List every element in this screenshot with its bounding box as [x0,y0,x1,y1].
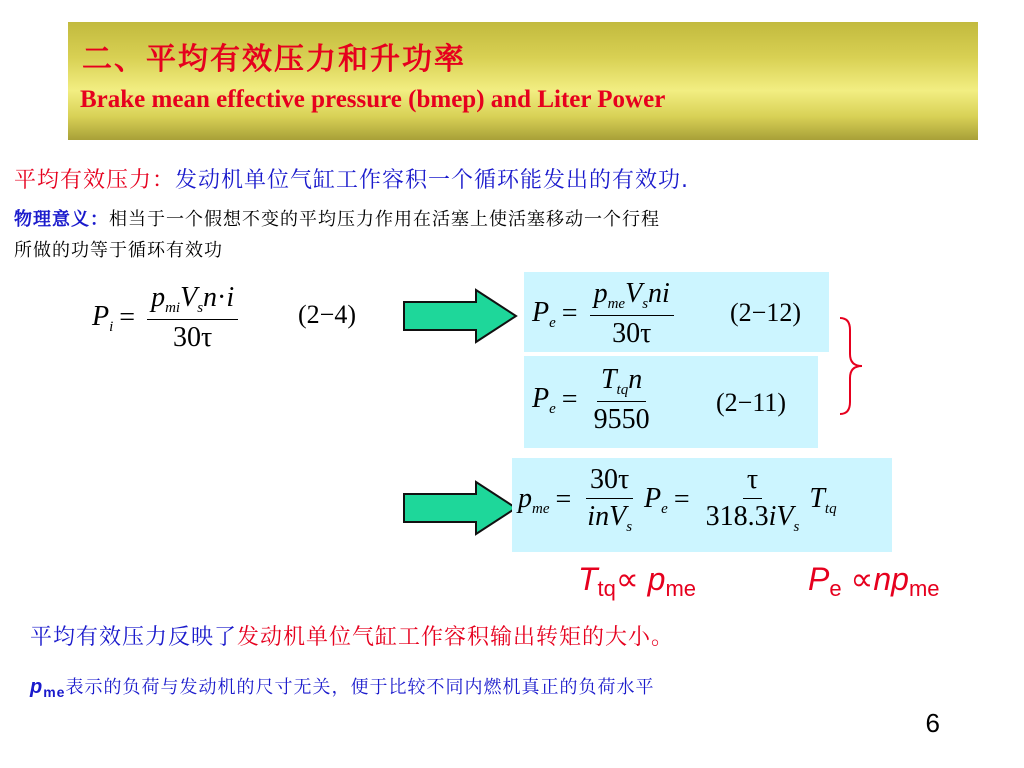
summary-line-1 [30,620,674,651]
right-brace-icon [836,316,866,416]
equation-number-2-4: (2−4) [298,300,356,329]
right-arrow-icon [402,288,520,344]
equation-box-pe-2-12 [524,272,829,352]
right-arrow-icon [402,480,520,536]
equation-number-2-12: (2−12) [730,298,801,327]
physical-meaning-text-2: 所做的功等于循环有效功 [14,240,223,261]
equation-pe-power: $P_e$ = $\frac{p_{me}V_sni}{30\tau}$ [532,278,680,350]
equation-box-pe-2-11 [524,356,818,448]
proportion-symbol-2: ∝ [850,561,874,597]
equation-pme-numerator: 30τ [586,464,633,499]
summary-line-2-text: 表示的负荷与发动机的尺寸无关，便于比较不同内燃机真正的负荷水平 [65,677,655,698]
equation-pi: $P_i$ = $\frac{p_{mi}V_sn\cdot i}{30\tau}$ [92,282,244,354]
physical-meaning-line [14,205,660,231]
summary-part-1: 平均有效压力反映了 [30,625,238,650]
definition-term: 平均有效压力： [14,168,176,193]
proportion-torque-pme: $T_{tq}\propto p_{me}$ [578,561,697,601]
physical-meaning-text-1: 相当于一个假想不变的平均压力作用在活塞上使活塞移动一个行程 [109,209,660,230]
slide-title-chinese: 二、平均有效压力和升功率 [82,42,466,77]
equation-pe-power-denominator: 30τ [612,318,652,349]
physical-meaning-label: 物理意义： [14,209,109,230]
proportion-symbol-1: ∝ [615,561,639,597]
equation-pe-torque-coef-numerator: τ [743,464,762,499]
pme-symbol: $p_{me}$ [30,676,66,700]
equation-pe-torque: $P_e$ = $\frac{T_{tq}n}{9550}$ [532,364,660,436]
equation-box-pme [512,458,892,552]
page-number: 6 [925,708,940,738]
equation-pe-torque-denominator: 9550 [593,404,650,435]
definition-text: 发动机单位气缸工作容积一个循环能发出的有效功. [175,168,690,193]
title-banner [68,22,978,140]
summary-line-2 [30,673,654,700]
equation-pme: $p_{me}$ = $\frac{30\tau}{inV_s}$ $P_e$ = $\frac{\tau}{318.3iV_s}$ $T_{tq}$ [518,464,837,535]
equation-pi-denominator: 30τ [172,322,213,353]
equation-number-2-11: (2−11) [716,388,787,417]
definition-line [14,163,689,194]
proportion-power-npme: $P_e \propto np_{me}$ [808,561,940,601]
slide-title-english: Brake mean effective pressure (bmep) and Liter Power [80,86,666,113]
summary-part-2: 发动机单位气缸工作容积输出转矩的大小。 [237,625,675,650]
